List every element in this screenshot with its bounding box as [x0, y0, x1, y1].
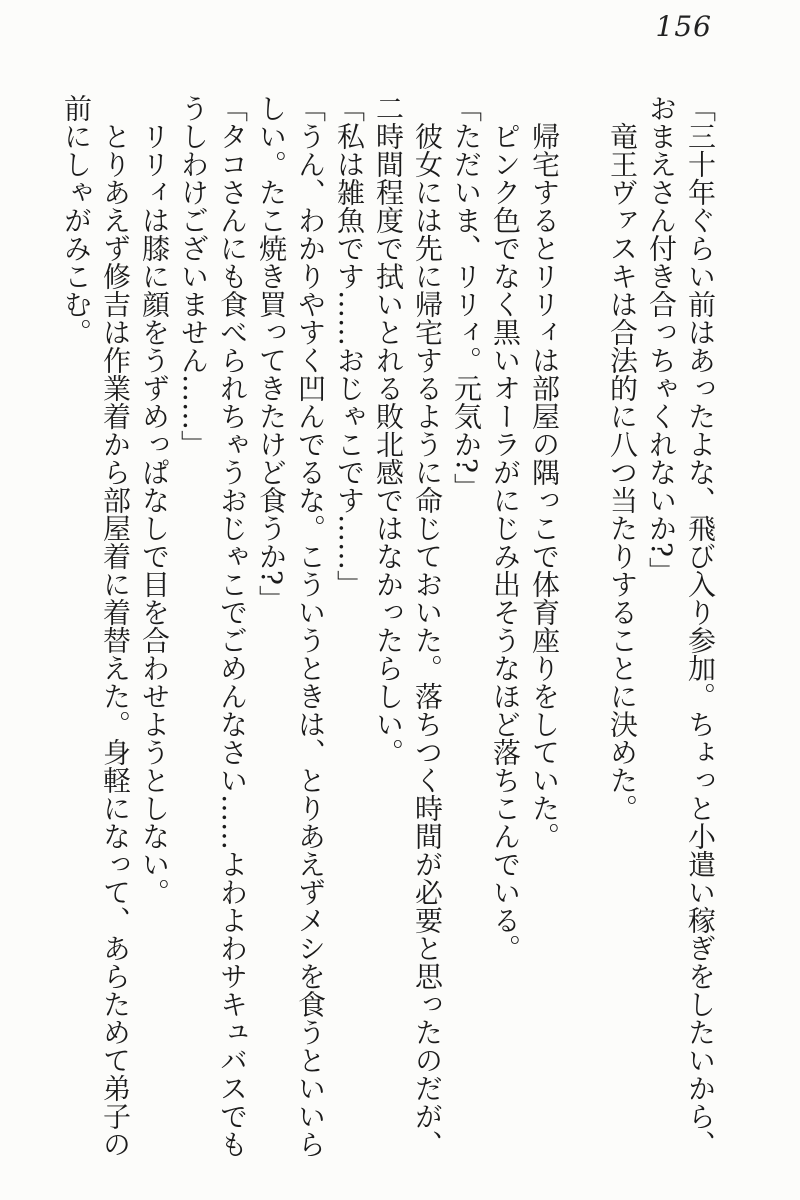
paragraph: 彼女には先に帰宅するように命じておいた。落ちつく時間が必要と思ったのだが、二時間程度で拭いとれる敗北感ではなかったらしい。 [372, 94, 444, 1158]
paragraph: 「三十年ぐらい前はあったよな、飛び入り参加。ちょっと小遣い稼ぎをしたいから、おまえさん付き合っちゃくれないか?」 [645, 94, 717, 1158]
paragraph: 「私は雑魚です……おじゃこです……」 [333, 94, 366, 598]
paragraph: 竜王ヴァスキは合法的に八つ当たりすることに決めた。 [606, 122, 639, 822]
paragraph: 「タコさんにも食べられちゃうおじゃこでごめんなさい……よわよわサキュバスでもうしわけございません……」 [177, 94, 249, 1158]
paragraph: リリィは膝に顔をうずめっぱなしで目を合わせようとしない。 [138, 122, 171, 906]
paragraph: 帰宅するとリリィは部屋の隅っこで体育座りをしていた。 [528, 122, 561, 850]
paragraph: とりあえず修吉は作業着から部屋着に着替えた。身軽になって、あらためて弟子の前にしゃがみこむ。 [60, 94, 132, 1158]
paragraph: ピンク色でなく黒いオーラがにじみ出そうなほど落ちこんでいる。 [489, 122, 522, 962]
page-number: 156 [655, 10, 712, 43]
paragraph: 「ただいま、リリィ。元気か?」 [450, 94, 483, 502]
text-block [57, 94, 720, 1160]
paragraph: 「うん、わかりやすく凹んでるな。こういうときは、とりあえずメシを食うといいらしい。たこ焼き買ってきたけど食うか?」 [255, 94, 327, 1158]
